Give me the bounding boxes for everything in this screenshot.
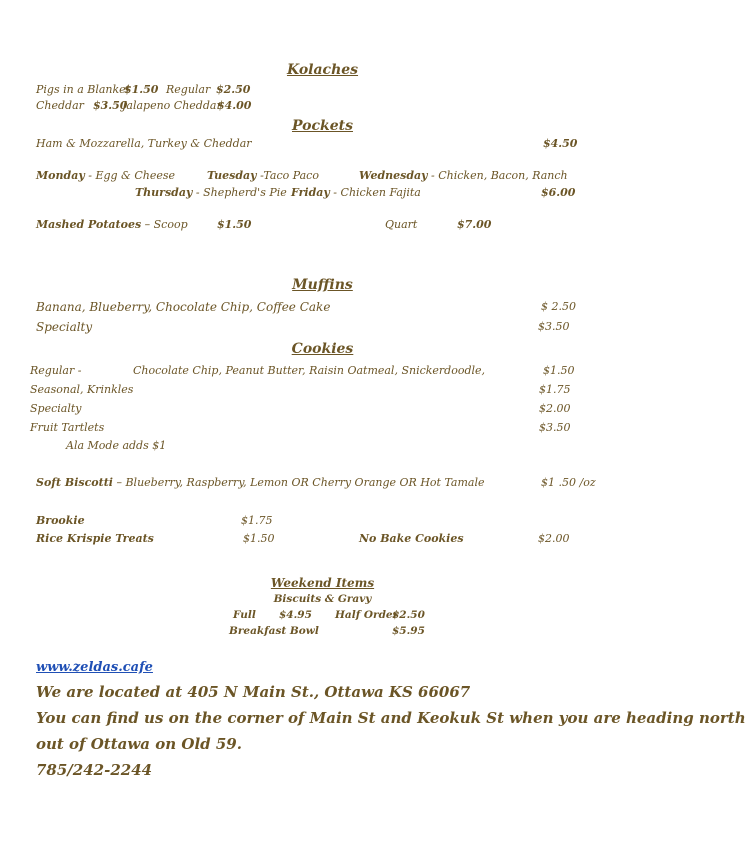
phone-number: 785/242-2244 xyxy=(36,761,153,779)
website-link[interactable]: www.zeldas.cafe xyxy=(36,660,153,675)
address: We are located at 405 N Main St., Ottawa KS 66067 xyxy=(36,683,471,701)
quart-label: Quart xyxy=(385,218,418,231)
tuesday-day: Tuesday xyxy=(207,169,257,182)
muffin-specialty: Specialty xyxy=(36,320,93,334)
thursday-item: - Shepherd's Pie xyxy=(192,186,287,199)
quart-price: $7.00 xyxy=(457,218,492,231)
regular-cookie-price: $1.50 xyxy=(543,364,575,377)
cookies-heading: Cookies xyxy=(291,341,354,357)
seasonal-cookie-price: $1.75 xyxy=(539,383,571,396)
rice-krispie-label: Rice Krispie Treats xyxy=(36,532,154,545)
directions-line-2: out of Ottawa on Old 59. xyxy=(36,735,242,753)
muffins-heading: Muffins xyxy=(292,277,353,293)
ala-mode-note: Ala Mode adds $1 xyxy=(66,439,167,452)
half-order-label: Half Order xyxy=(335,609,399,621)
biscotti-flavors: – Blueberry, Raspberry, Lemon OR Cherry Orange OR Hot Tamale xyxy=(112,476,485,489)
monday-item: - Egg & Cheese xyxy=(84,169,176,182)
monday-pocket xyxy=(36,169,175,183)
ham-price: $4.50 xyxy=(543,137,578,150)
brookie-label: Brookie xyxy=(36,514,85,527)
no-bake-label: No Bake Cookies xyxy=(359,532,464,545)
biscuits-gravy: Biscuits & Gravy xyxy=(273,593,372,605)
kolaches-heading: Kolaches xyxy=(286,62,359,78)
breakfast-bowl-label: Breakfast Bowl xyxy=(229,625,319,637)
daily-pocket-price: $6.00 xyxy=(541,186,576,199)
no-bake-price: $2.00 xyxy=(538,532,570,545)
mashed-label: Mashed Potatoes xyxy=(36,218,142,231)
monday-day: Monday xyxy=(36,169,85,182)
full-label: Full xyxy=(233,609,256,621)
thursday-day: Thursday xyxy=(135,186,193,199)
pigs-label: Pigs in a Blanket xyxy=(36,83,131,96)
scoop-label: – Scoop xyxy=(141,218,188,231)
regular-cookie-items: Chocolate Chip, Peanut Butter, Raisin Oatmeal, Snickerdoodle, xyxy=(133,364,486,377)
rice-krispie-price: $1.50 xyxy=(243,532,275,545)
specialty-cookie-price: $2.00 xyxy=(539,402,571,415)
mashed-potatoes xyxy=(36,218,188,232)
regular-kolache-label: Regular xyxy=(166,83,211,96)
thursday-pocket xyxy=(135,186,287,200)
wednesday-item: - Chicken, Bacon, Ranch xyxy=(427,169,568,182)
jalapeno-price: $4.00 xyxy=(217,99,252,112)
cheddar-label: Cheddar xyxy=(36,99,84,112)
jalapeno-label: Jalapeno Cheddar xyxy=(122,99,222,112)
cheddar-price: $3.50 xyxy=(93,99,128,112)
scoop-price: $1.50 xyxy=(217,218,252,231)
muffin-specialty-price: $3.50 xyxy=(538,320,570,333)
breakfast-bowl-price: $5.95 xyxy=(392,625,425,637)
website-link-wrap xyxy=(36,659,153,677)
friday-item: - Chicken Fajita xyxy=(329,186,421,199)
seasonal-cookie: Seasonal, Krinkles xyxy=(30,383,134,396)
tuesday-pocket xyxy=(207,169,319,183)
friday-pocket xyxy=(291,186,421,200)
pockets-heading: Pockets xyxy=(292,118,353,134)
muffin-flavors-price: $ 2.50 xyxy=(541,300,576,313)
wednesday-pocket xyxy=(359,169,568,183)
biscotti-label: Soft Biscotti xyxy=(36,476,113,489)
half-order-price: $2.50 xyxy=(392,609,425,621)
muffin-flavors: Banana, Blueberry, Chocolate Chip, Coffee Cake xyxy=(36,300,331,314)
brookie-price: $1.75 xyxy=(241,514,273,527)
weekend-heading: Weekend Items xyxy=(270,576,375,590)
regular-kolache-price: $2.50 xyxy=(216,83,251,96)
directions-line-1: You can find us on the corner of Main St and Keokuk St when you are heading north xyxy=(36,709,746,727)
biscotti-price: $1 .50 /oz xyxy=(541,476,596,489)
pigs-price: $1.50 xyxy=(124,83,159,96)
ham-label: Ham & Mozzarella, Turkey & Cheddar xyxy=(36,137,252,150)
fruit-tartlets-price: $3.50 xyxy=(539,421,571,434)
wednesday-day: Wednesday xyxy=(359,169,428,182)
fruit-tartlets: Fruit Tartlets xyxy=(30,421,105,434)
full-price: $4.95 xyxy=(279,609,312,621)
specialty-cookie: Specialty xyxy=(30,402,82,415)
tuesday-item: -Taco Paco xyxy=(256,169,319,182)
regular-cookie-label: Regular - xyxy=(30,364,82,377)
biscotti xyxy=(36,476,485,490)
friday-day: Friday xyxy=(291,186,330,199)
